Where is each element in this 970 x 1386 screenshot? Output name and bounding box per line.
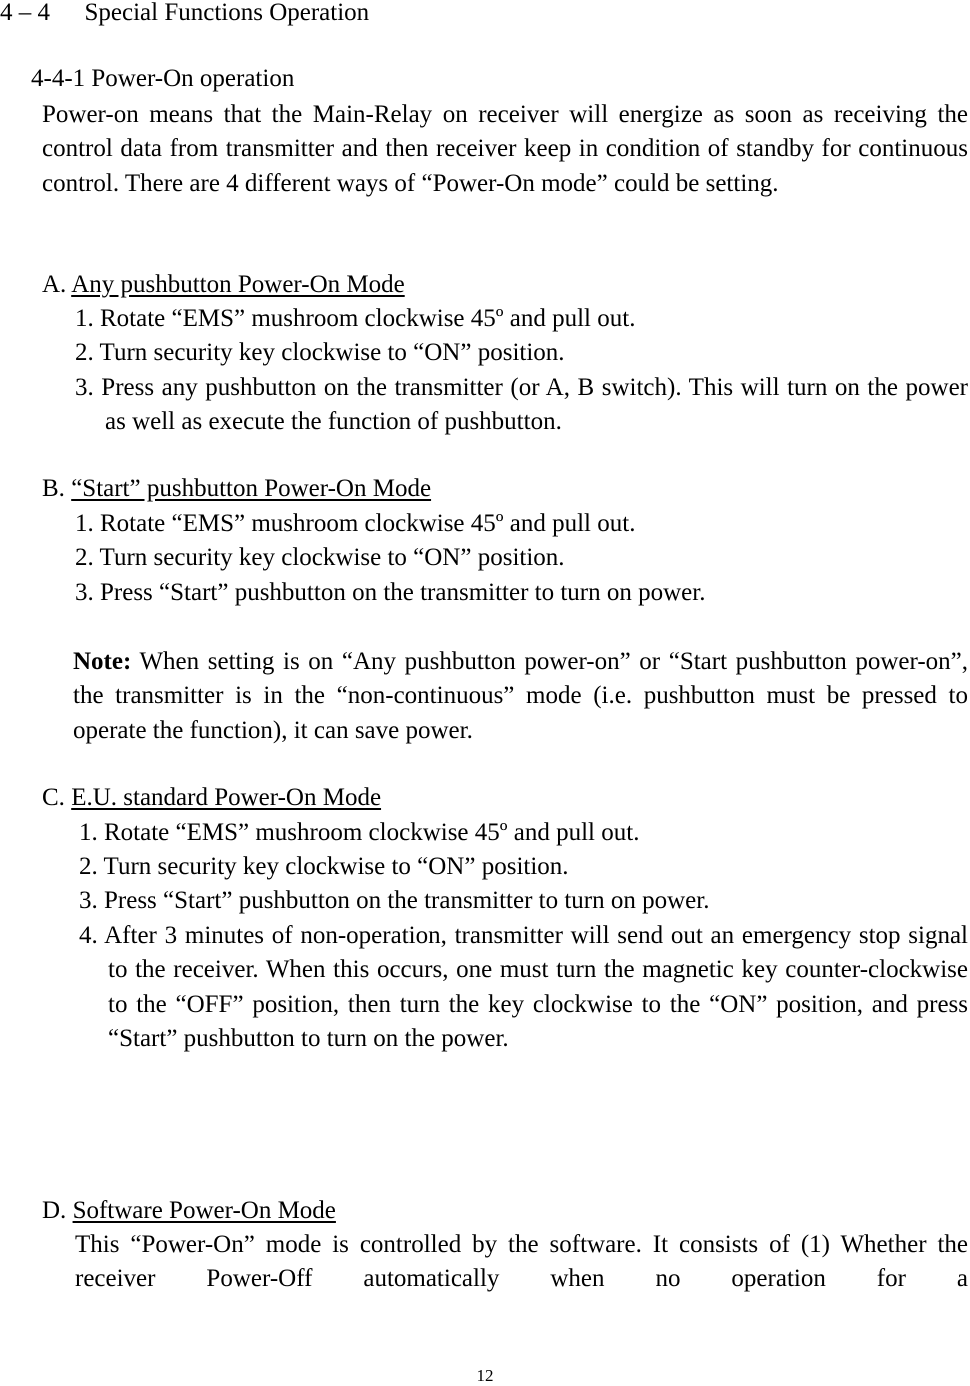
intro-paragraph: Power-on means that the Main-Relay on receiver will energize as soon as receiving the control data from transmitter and then receiver keep in condition of standby for continuous control. There are 4 different ways of “Power-On mode” could be setting. <box>42 101 968 197</box>
mode-d-text: This “Power-On” mode is controlled by the software. It consists of (1) Whether the receiver Power-Off automatically when no operation for a <box>75 1231 968 1293</box>
mode-a-step-3: 3. Press any pushbutton on the transmitter (or A, B switch). This will turn on the power as well as execute the function of pushbutton. <box>75 374 968 436</box>
note-text: When setting is on “Any pushbutton power-on” or “Start pushbutton power-on”, the transmitter is in the “non-continuous” mode (i.e. pushbutton must be pressed to operate the function), it can save power. <box>73 648 968 744</box>
section-number: 4 – 4 <box>0 0 50 26</box>
mode-c-step-3: 3. Press “Start” pushbutton on the transmitter to turn on power. <box>79 887 710 914</box>
mode-c-step-2: 2. Turn security key clockwise to “ON” position. <box>79 853 569 880</box>
mode-d-heading <box>42 1194 336 1228</box>
mode-a-title: Any pushbutton Power-On Mode <box>71 271 405 298</box>
section-heading <box>0 0 369 30</box>
mode-b-step-1: 1. Rotate “EMS” mushroom clockwise 45º and pull out. <box>75 510 636 537</box>
mode-a-step-1: 1. Rotate “EMS” mushroom clockwise 45º and pull out. <box>75 305 636 332</box>
page-number: 12 <box>476 1366 494 1385</box>
mode-d-title: Software Power-On Mode <box>72 1197 336 1224</box>
mode-c-letter: C. <box>42 784 65 811</box>
mode-a-heading <box>42 268 405 302</box>
mode-c-heading <box>42 781 381 815</box>
mode-b-step-3: 3. Press “Start” pushbutton on the transmitter to turn on power. <box>75 579 706 606</box>
note-label: Note: <box>73 648 132 675</box>
section-title: Special Functions Operation <box>84 0 370 26</box>
mode-b-letter: B. <box>42 475 65 502</box>
mode-b-heading <box>42 472 431 506</box>
mode-c-title: E.U. standard Power-On Mode <box>71 784 382 811</box>
mode-b-title: “Start” pushbutton Power-On Mode <box>71 475 432 502</box>
subsection-title: 4-4-1 Power-On operation <box>31 65 295 92</box>
mode-a-step-2: 2. Turn security key clockwise to “ON” position. <box>75 339 565 366</box>
mode-a-letter: A. <box>42 271 67 298</box>
mode-b-step-2: 2. Turn security key clockwise to “ON” position. <box>75 544 565 571</box>
mode-d-letter: D. <box>42 1197 67 1224</box>
note-paragraph <box>73 645 968 748</box>
mode-c-step-4: 4. After 3 minutes of non-operation, transmitter will send out an emergency stop signal to the receiver. When this occurs, one must turn the magnetic key counter-clockwise to the “OFF” position, then turn the key clockwise to the “ON” position, and press “Start” pushbutton to turn on the power. <box>79 922 968 1052</box>
mode-c-step-1: 1. Rotate “EMS” mushroom clockwise 45º and pull out. <box>79 819 640 846</box>
